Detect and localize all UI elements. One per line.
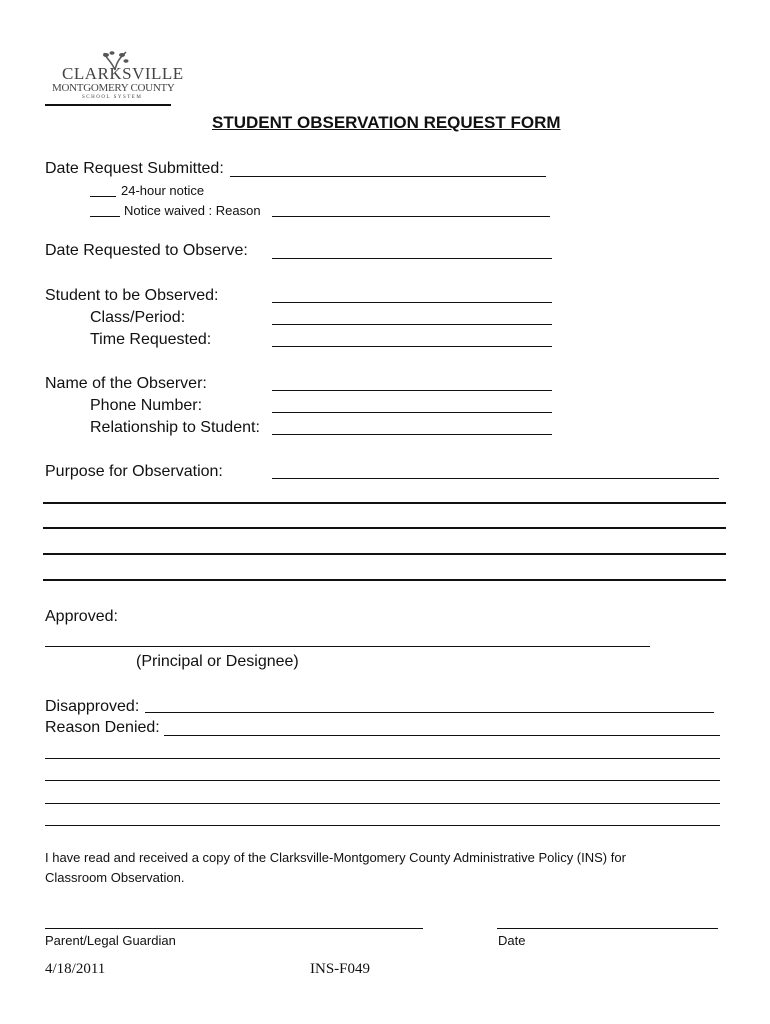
- reason-denied-label: Reason Denied:: [45, 719, 160, 736]
- observer-name-label: Name of the Observer:: [45, 375, 207, 392]
- acknowledgement-line-1: I have read and received a copy of the Clarksville-Montgomery County Administrative Policy (INS) for: [45, 850, 626, 865]
- phone-label: Phone Number:: [90, 397, 203, 414]
- date-observe-label: Date Requested to Observe:: [45, 242, 248, 259]
- signature-date-label: Date: [498, 933, 526, 948]
- logo-name: CLARKSVILLE: [62, 64, 184, 83]
- guardian-label: Parent/Legal Guardian: [45, 933, 176, 948]
- time-requested-label: Time Requested:: [90, 331, 212, 348]
- date-observe-field[interactable]: [272, 258, 552, 259]
- time-requested-field[interactable]: [272, 346, 552, 347]
- disapproved-field[interactable]: [145, 712, 714, 713]
- class-period-label: Class/Period:: [90, 309, 186, 326]
- logo-county: MONTGOMERY COUNTY: [52, 82, 175, 94]
- purpose-field[interactable]: [272, 478, 719, 479]
- observer-name-field[interactable]: [272, 390, 552, 391]
- notice-24-blank[interactable]: [90, 196, 116, 197]
- relationship-label: Relationship to Student:: [90, 419, 260, 436]
- reason-line-1[interactable]: [45, 758, 720, 759]
- purpose-line-4[interactable]: [43, 579, 726, 581]
- signature-date-field[interactable]: [497, 928, 718, 929]
- footer-date: 4/18/2011: [45, 961, 106, 977]
- disapproved-label: Disapproved:: [45, 698, 140, 715]
- logo-underline: [45, 104, 171, 106]
- reason-line-2[interactable]: [45, 780, 720, 781]
- notice-waived-blank[interactable]: [90, 216, 120, 217]
- principal-label: (Principal or Designee): [136, 653, 299, 670]
- notice-24-label: 24-hour notice: [121, 183, 205, 198]
- date-submitted-label: Date Request Submitted:: [45, 160, 224, 177]
- student-field[interactable]: [272, 302, 552, 303]
- relationship-field[interactable]: [272, 434, 552, 435]
- purpose-line-1[interactable]: [43, 502, 726, 504]
- purpose-label: Purpose for Observation:: [45, 463, 223, 480]
- reason-line-4[interactable]: [45, 825, 720, 826]
- approved-signature-field[interactable]: [45, 646, 650, 647]
- reason-denied-field[interactable]: [164, 735, 720, 736]
- date-submitted-field[interactable]: [230, 176, 546, 177]
- student-label: Student to be Observed:: [45, 287, 219, 304]
- page-title: STUDENT OBSERVATION REQUEST FORM: [212, 113, 561, 132]
- phone-field[interactable]: [272, 412, 552, 413]
- approved-label: Approved:: [45, 608, 118, 625]
- reason-line-3[interactable]: [45, 803, 720, 804]
- guardian-signature-field[interactable]: [45, 928, 423, 929]
- footer-form-id: INS-F049: [310, 961, 371, 977]
- purpose-line-2[interactable]: [43, 527, 726, 529]
- notice-waived-reason-field[interactable]: [272, 216, 550, 217]
- acknowledgement-line-2: Classroom Observation.: [45, 870, 185, 885]
- notice-waived-label: Notice waived : Reason: [124, 203, 261, 218]
- class-period-field[interactable]: [272, 324, 552, 325]
- logo-system: SCHOOL SYSTEM: [82, 95, 143, 100]
- purpose-line-3[interactable]: [43, 553, 726, 555]
